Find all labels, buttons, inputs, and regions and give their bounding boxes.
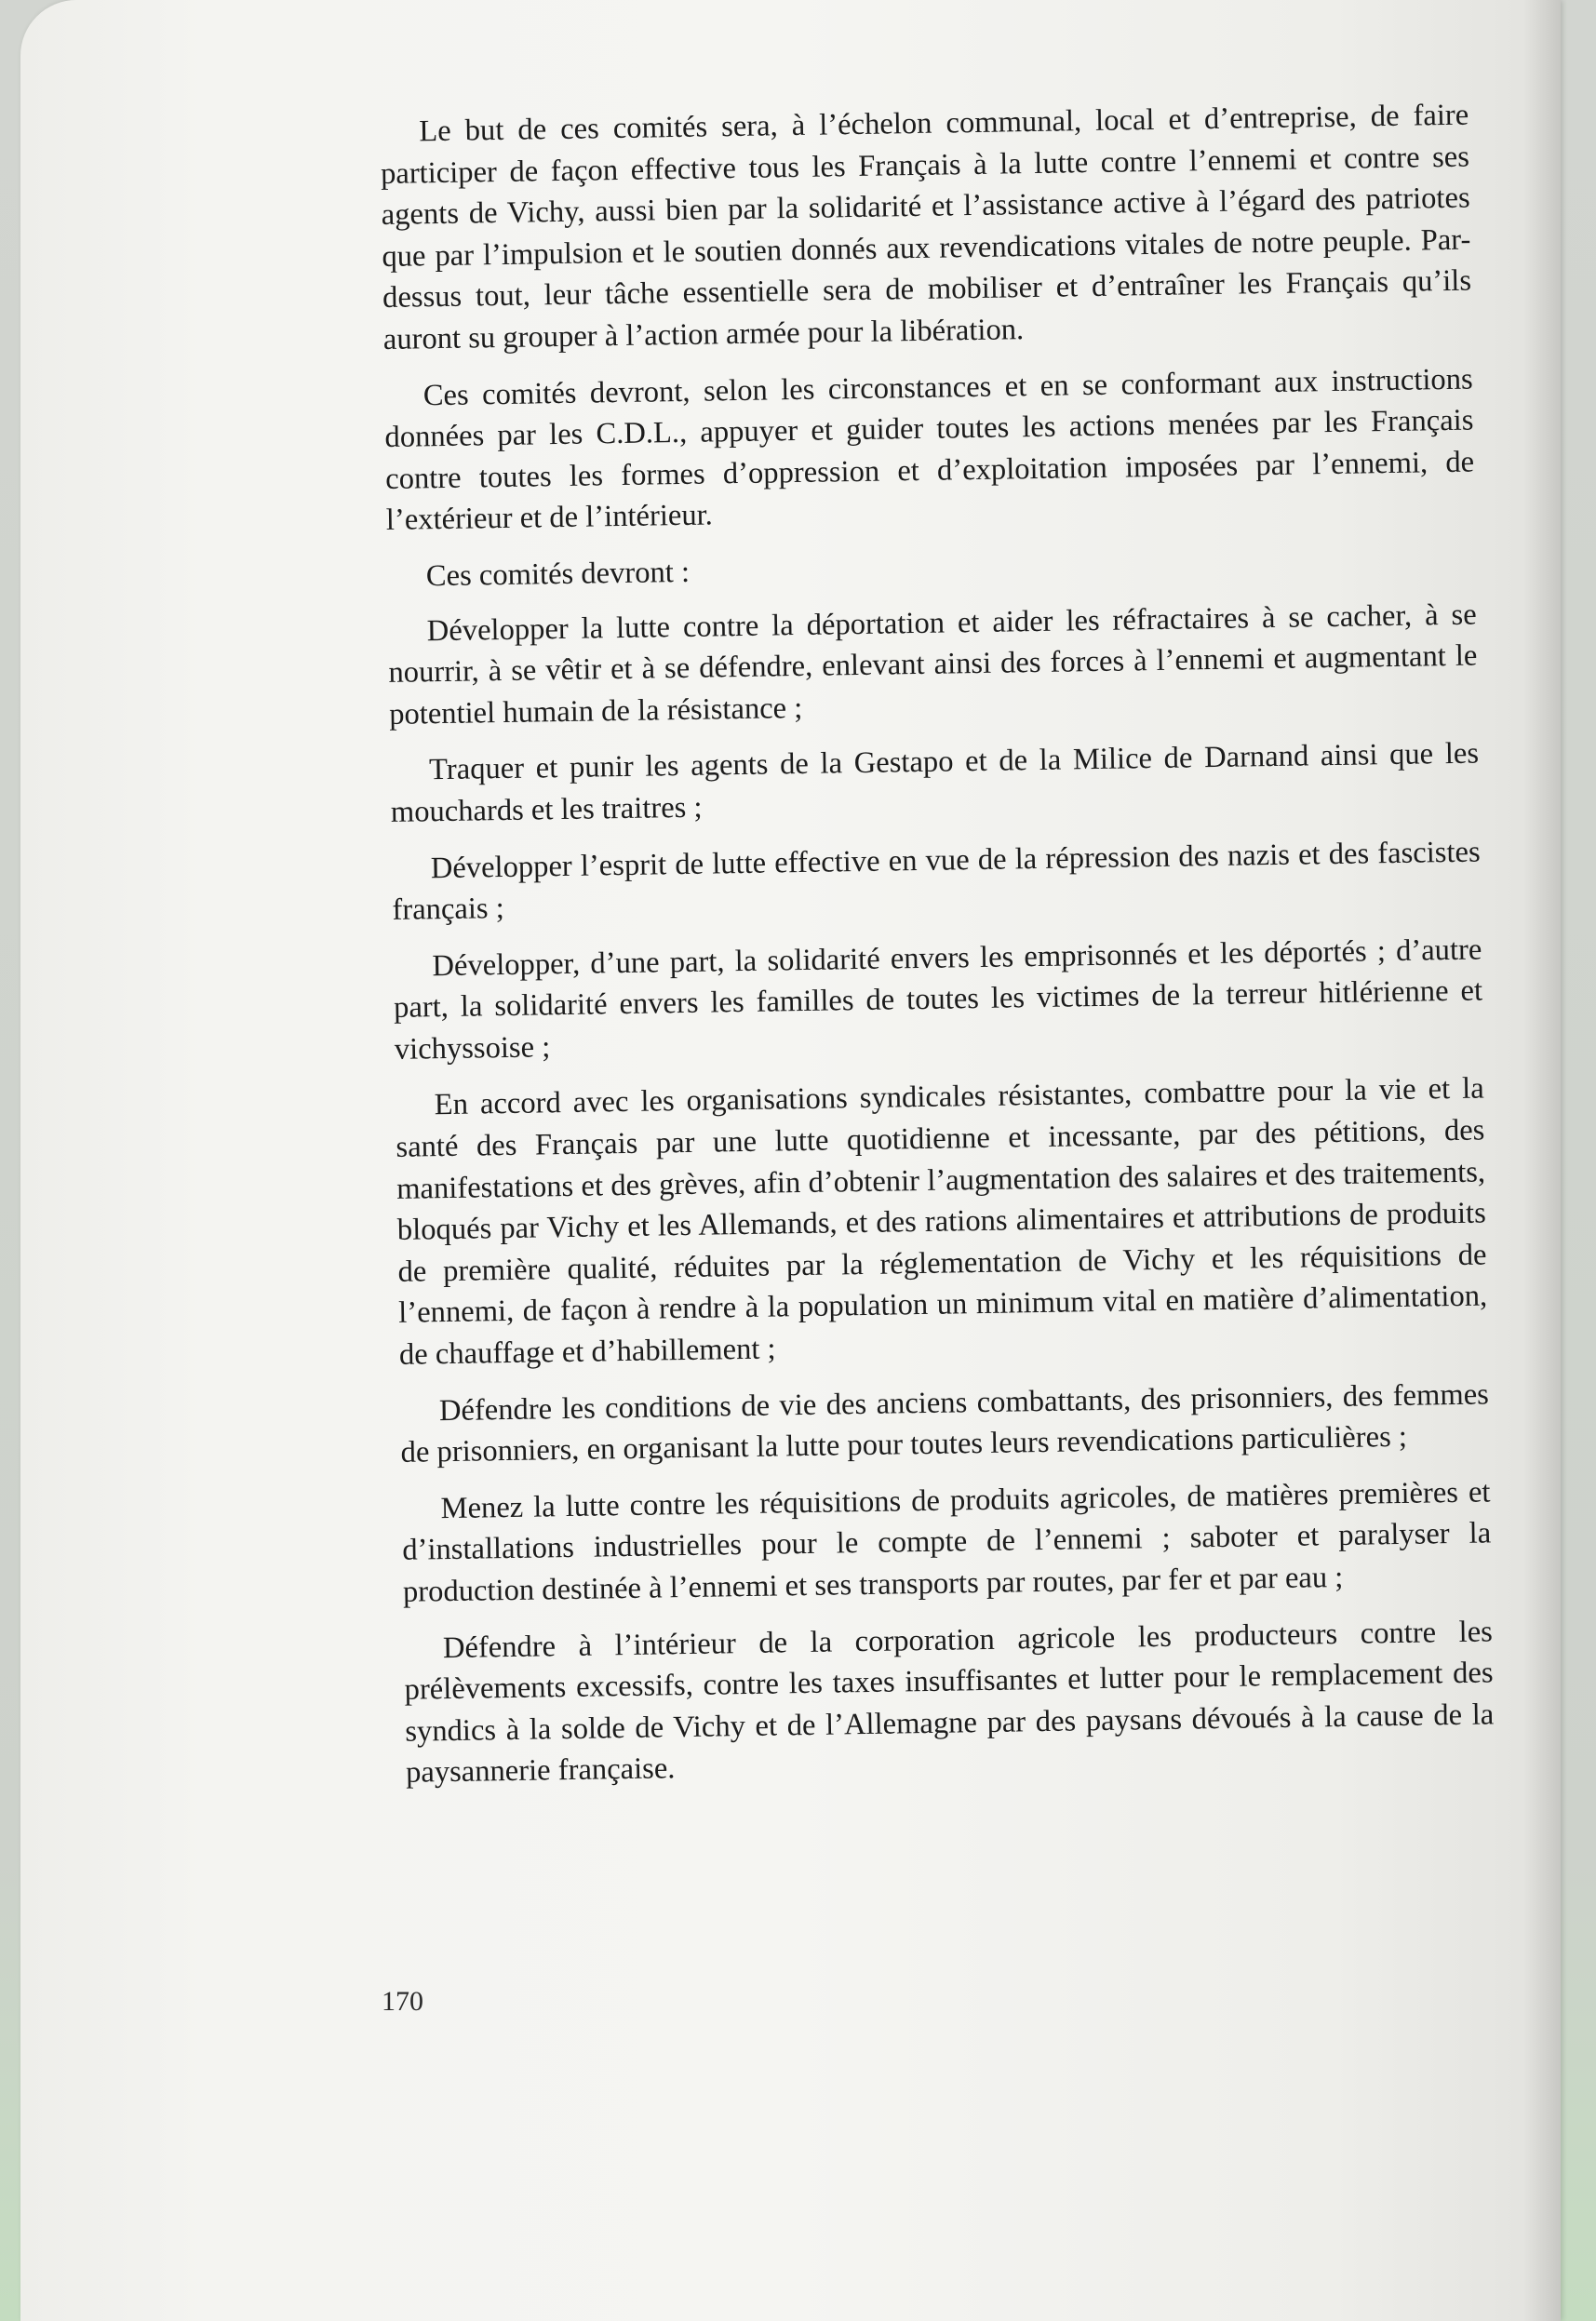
page-edge-shadow [1523, 0, 1561, 2321]
paragraph-5: Traquer et punir les agents de la Gestapo et de la Milice de Darnand ainsi que les mouchards et les traitres ; [390, 736, 1480, 829]
paragraph-11: Défendre à l’intérieur de la corporation agricole les producteurs contre les prélèvements excessifs, contre les taxes insuffisantes et lutter pour le remplacement des syndics à la solde de Vichy et de l’Allemagne par des paysans dévoués à la cause de la paysannerie française. [404, 1615, 1495, 1791]
paragraph-7: Développer, d’une part, la solidarité envers les emprisonnés et les déportés ; d’autre part, la solidarité envers les familles de toutes les victimes de la terreur hitlérienne et vichyssoise ; [393, 932, 1483, 1067]
body-text [380, 95, 1495, 1809]
paragraph-4: Développer la lutte contre la déportation et aider les réfractaires à se cacher, à se nourrir, à se vêtir et à se défendre, enlevant ainsi des forces à l’ennemi et augmentant le potentiel humain de la résistance ; [388, 597, 1478, 731]
paragraph-10: Menez la lutte contre les réquisitions de produits agricoles, de matières premières et d’installations industrielles pour le compte de l’ennemi ; saboter et paralyser la production destinée à l’ennemi et ses transports par routes, par fer et par eau ; [402, 1475, 1492, 1609]
paragraph-3: Ces comités devront : [425, 555, 691, 594]
paragraph-2: Ces comités devront, selon les circonstances et en se conformant aux instructions données par les C.D.L., appuyer et guider toutes les actions menées par les Français contre toutes les formes d’oppression et d’exploitation imposées par l’ennemi, de l’extérieur et de l’intérieur. [384, 362, 1475, 538]
paragraph-1: Le but de ces comités sera, à l’échelon communal, local et d’entreprise, de faire participer de façon effective tous les Français à la lutte contre l’ennemi et contre ses agents de Vichy, aussi bien par la solidarité et l’assistance active à l’égard des patriotes que par l’impulsion et le soutien donnés aux revendications vitales de notre peuple. Par-dessus tout, leur tâche essentielle sera de mobiliser et d’entraîner les Français qu’ils auront su grouper à l’action armée pour la libération. [380, 98, 1472, 356]
paragraph-9: Défendre les conditions de vie des anciens combattants, des prisonniers, des femmes de prisonniers, en organisant la lutte pour toutes leurs revendications particulières ; [400, 1377, 1490, 1470]
page-number: 170 [382, 1986, 423, 2017]
paragraph-6: Développer l’esprit de lutte effective en vue de la répression des nazis et des fascistes français ; [392, 835, 1481, 927]
paragraph-8: En accord avec les organisations syndicales résistantes, combattre pour la vie et la santé des Français par une lutte quotidienne et incessante, par des pétitions, des manifestations et des grèves, afin d’obtenir l’augmentation des salaires et des traitements, bloqués par Vichy et les Allemands, et des rations alimentaires et attributions de produits de première qualité, réduites par la réglementation de Vichy et les réquisitions de l’ennemi, de façon à rendre à la population un minimum vital en matière d’alimentation, de chauffage et d’habillement ; [396, 1071, 1488, 1372]
